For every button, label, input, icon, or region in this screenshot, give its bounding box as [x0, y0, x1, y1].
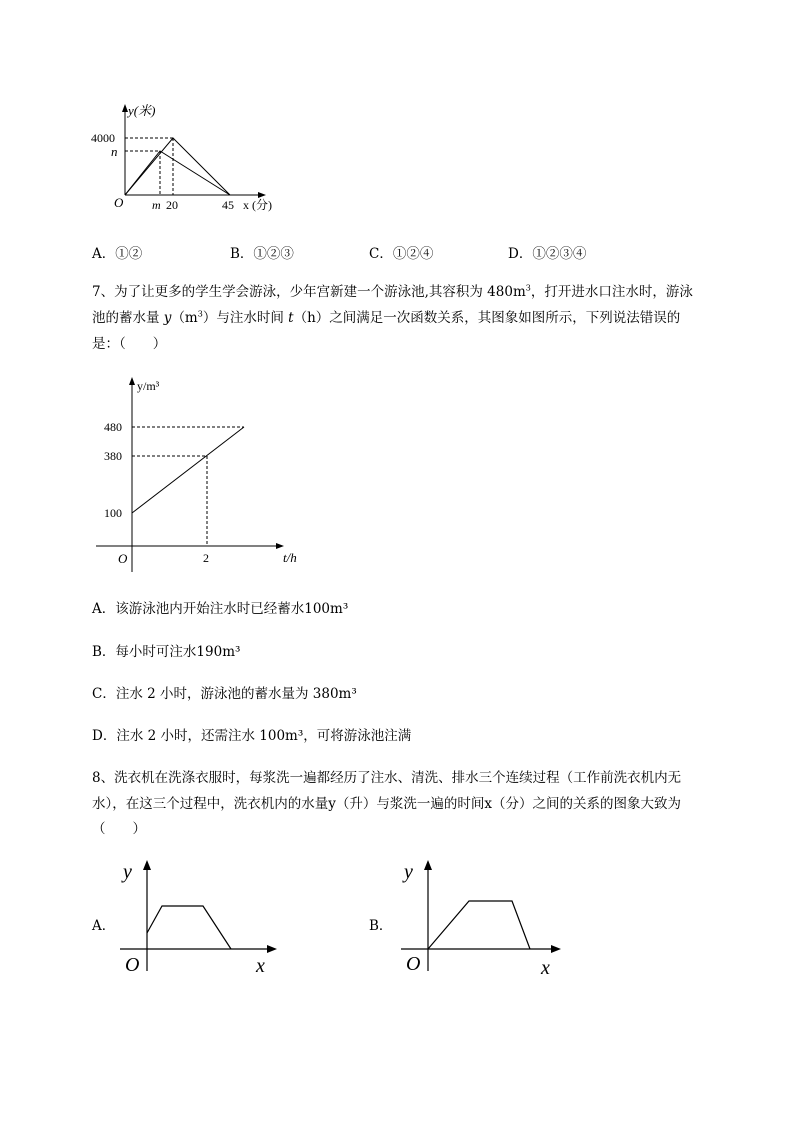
- y-axis-label: y/m³: [137, 379, 160, 393]
- q6-figure: [80, 98, 300, 218]
- graph-line-1: [125, 138, 230, 195]
- q8-line-2: 水），在这三个过程中，洗衣机内的水量y（升）与浆洗一遍的时间x（分）之间的关系的图象大致为: [92, 796, 681, 812]
- tick-20: 20: [166, 198, 178, 212]
- y-axis-arrow: [424, 860, 432, 870]
- origin-label: O: [118, 551, 128, 566]
- q7-option-a: A．该游泳池内开始注水时已经蓄水100m³: [92, 601, 349, 617]
- q8-option-a-label: A．: [92, 918, 116, 934]
- q6-option-d: D．①②③④: [508, 246, 587, 262]
- q8-option-b-label: B．: [369, 918, 393, 934]
- tick-100: 100: [104, 506, 122, 520]
- tick-n: n: [111, 144, 118, 159]
- graph-line-2: [125, 151, 230, 195]
- q8-option-a-graph: [115, 856, 285, 981]
- tick-45: 45: [222, 198, 234, 212]
- q6-option-a: A．①②: [92, 246, 143, 262]
- y-axis-arrow: [129, 377, 135, 385]
- x-axis-arrow: [267, 945, 277, 953]
- q8-line-3: （ ）: [92, 821, 146, 837]
- graph-line: [428, 901, 530, 949]
- graph-line: [147, 906, 231, 949]
- q6-option-c: C．①②④: [369, 246, 434, 262]
- tick-2: 2: [203, 551, 209, 565]
- q7-figure: [90, 372, 320, 582]
- x-axis-arrow: [276, 543, 284, 549]
- q7-line-3: 是：（ ）: [92, 336, 167, 352]
- q7-option-c: C．注水 2 小时，游泳池的蓄水量为 380m³: [92, 686, 357, 702]
- x-axis-label: x (分): [243, 198, 272, 212]
- origin-label: O: [114, 195, 124, 210]
- x-axis-label: x: [256, 955, 265, 977]
- q6-option-b: B．①②③: [230, 246, 294, 262]
- x-axis-label: t/h: [283, 550, 297, 565]
- y-axis-label: y(米): [128, 103, 156, 118]
- q7-option-d: D．注水 2 小时，还需注水 100m³，可将游泳池注满: [92, 728, 412, 744]
- y-axis-label: y: [404, 861, 413, 883]
- x-axis-label: x: [541, 957, 550, 979]
- graph-line: [132, 427, 244, 513]
- tick-m: m: [152, 198, 161, 212]
- origin-label: O: [406, 953, 421, 975]
- tick-4000: 4000: [91, 131, 115, 145]
- q7-line-2: 池的蓄水量 $y(m^3)$与注水时间 t（h）之间满足一次函数关系，其图象如图所示，下列说法错误的: [92, 309, 681, 326]
- origin-label: O: [125, 954, 140, 976]
- q8-line-1: 8、洗衣机在洗涤衣服时，每浆洗一遍都经历了注水、清洗、排水三个连续过程（工作前洗衣机内无: [92, 770, 682, 786]
- q8-option-b-graph: [396, 856, 571, 981]
- y-axis-label: y: [123, 861, 132, 883]
- tick-480: 480: [104, 420, 122, 434]
- q7-line-1: 7、为了让更多的学生学会游泳，少年宫新建一个游泳池,其容积为 $480m^3$，打开进水口注水时，游泳: [92, 283, 693, 300]
- q7-option-b: B．每小时可注水190m³: [92, 644, 241, 660]
- tick-380: 380: [104, 449, 122, 463]
- x-axis-arrow: [551, 945, 561, 953]
- y-axis-arrow: [143, 860, 151, 870]
